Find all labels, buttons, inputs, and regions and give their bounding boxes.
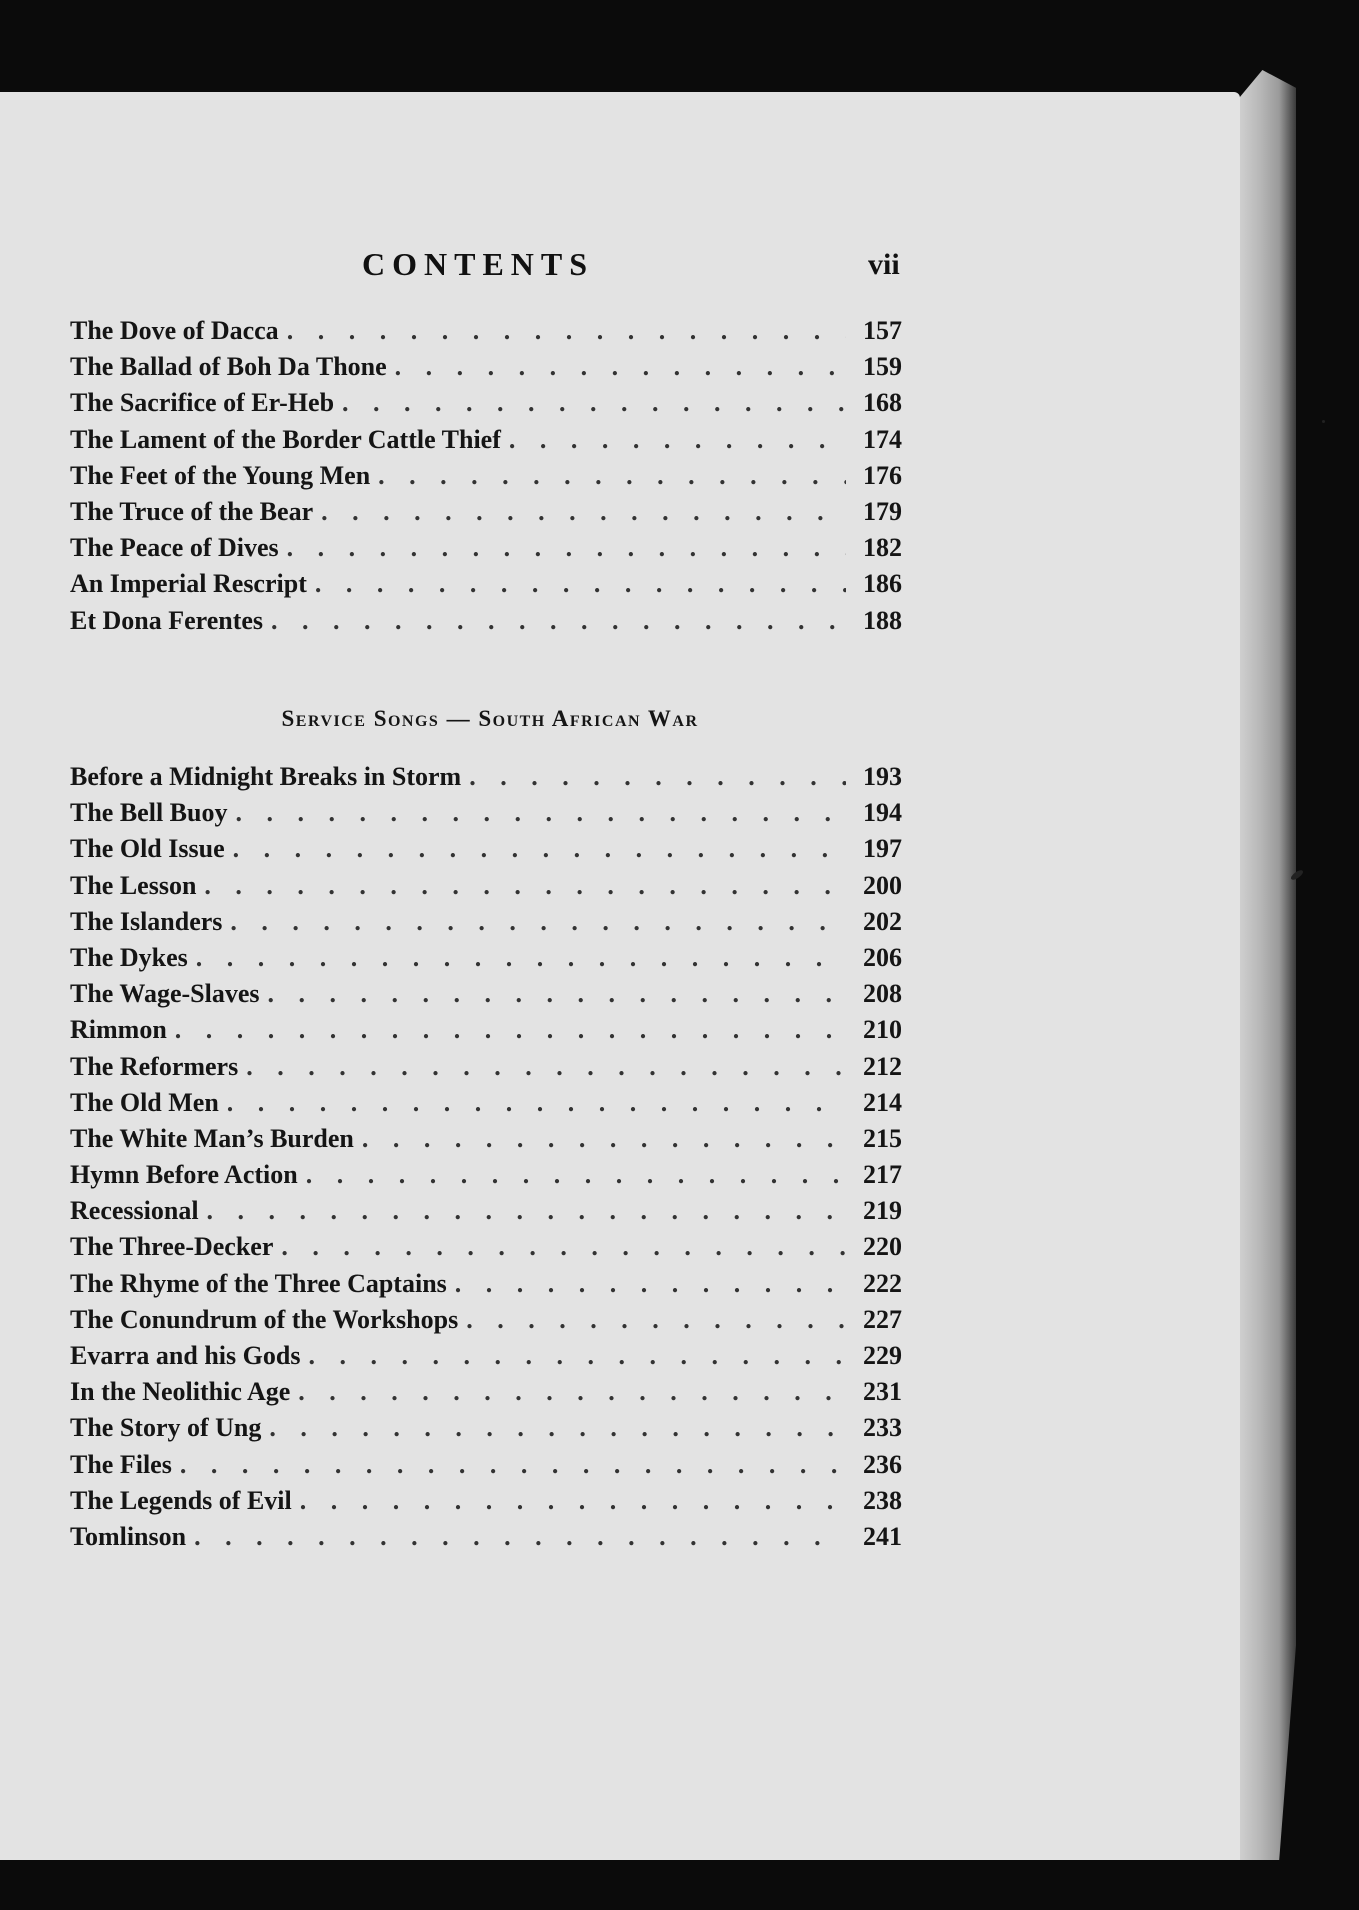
entry-title: The Wage-Slaves (70, 979, 260, 1009)
entry-page-number: 186 (863, 569, 902, 599)
dot-leader (196, 943, 846, 973)
contents-entry (70, 798, 902, 834)
entry-title: The Islanders (70, 906, 223, 936)
dot-leader (308, 1341, 846, 1371)
dot-leader (378, 461, 846, 491)
dot-leader (235, 798, 846, 828)
page-header (0, 246, 1240, 286)
entry-page-number: 174 (863, 424, 902, 454)
entry-page-number: 194 (863, 798, 902, 828)
contents-entry (70, 943, 902, 979)
entry-page-number: 176 (863, 460, 902, 490)
dot-leader (466, 1305, 846, 1335)
entry-title: The Conundrum of the Workshops (70, 1304, 459, 1334)
entry-title: The White Man’s Burden (70, 1123, 354, 1153)
contents-entry (70, 1088, 902, 1124)
contents-list (70, 316, 902, 642)
dot-leader (281, 1232, 846, 1262)
section-heading: Service Songs — South African War (281, 706, 699, 731)
entry-title: In the Neolithic Age (70, 1377, 291, 1407)
entry-page-number: 193 (863, 762, 902, 791)
dot-leader (246, 1052, 846, 1082)
contents-entry (70, 907, 902, 943)
dot-leader (271, 606, 846, 636)
dot-leader (469, 762, 846, 792)
dot-leader (342, 388, 846, 418)
entry-title: The Feet of the Young Men (70, 460, 371, 490)
contents-entry (70, 497, 902, 533)
entry-title: The Old Issue (70, 834, 225, 864)
contents-entry (70, 461, 902, 497)
dot-leader (287, 533, 846, 563)
entry-page-number: 217 (863, 1160, 902, 1190)
entry-page-number: 200 (863, 870, 902, 900)
entry-title: The Dykes (70, 942, 188, 972)
contents-entry (70, 352, 902, 388)
dot-leader (180, 1450, 846, 1480)
dot-leader (175, 1015, 846, 1045)
entry-page-number: 222 (863, 1268, 902, 1298)
contents-entry (70, 1522, 902, 1558)
entry-title: The Lesson (70, 870, 197, 900)
contents-entry (70, 762, 902, 798)
dot-leader (298, 1377, 846, 1407)
contents-entry (70, 533, 902, 569)
entry-page-number: 197 (863, 834, 902, 864)
contents-entry (70, 1341, 902, 1377)
dust-speck (1322, 420, 1325, 423)
entry-page-number: 168 (863, 388, 902, 418)
entry-title: The Three-Decker (70, 1232, 274, 1262)
dot-leader (204, 871, 846, 901)
contents-entry (70, 1196, 902, 1232)
entry-page-number: 236 (863, 1449, 902, 1479)
contents-list-service-songs (70, 762, 902, 1558)
entry-page-number: 219 (863, 1196, 902, 1226)
dot-leader (300, 1486, 846, 1516)
page-number: vii (868, 248, 900, 281)
dot-leader (227, 1088, 846, 1118)
entry-page-number: 202 (863, 906, 902, 936)
dot-leader (194, 1522, 846, 1552)
entry-title: The Bell Buoy (70, 798, 228, 828)
entry-page-number: 238 (863, 1485, 902, 1515)
contents-entry (70, 1160, 902, 1196)
dot-leader (509, 425, 846, 455)
dot-leader (306, 1160, 846, 1190)
entry-page-number: 179 (863, 496, 902, 526)
entry-page-number: 159 (863, 352, 902, 382)
contents-entry (70, 388, 902, 424)
entry-page-number: 188 (863, 605, 902, 635)
dot-leader (287, 316, 846, 346)
contents-entry (70, 1377, 902, 1413)
entry-title: Evarra and his Gods (70, 1341, 301, 1370)
page-edge (1240, 70, 1296, 1860)
entry-page-number: 227 (863, 1304, 902, 1334)
contents-entry (70, 316, 902, 352)
contents-entry (70, 834, 902, 870)
entry-page-number: 206 (863, 942, 902, 972)
entry-title: The Rhyme of the Three Captains (70, 1268, 447, 1298)
entry-title: The Peace of Dives (70, 533, 279, 563)
entry-page-number: 229 (863, 1341, 902, 1370)
entry-page-number: 182 (863, 533, 902, 563)
contents-entry (70, 606, 902, 642)
entry-page-number: 231 (863, 1377, 902, 1407)
contents-entry (70, 871, 902, 907)
entry-title: Before a Midnight Breaks in Storm (70, 762, 462, 791)
contents-entry (70, 979, 902, 1015)
dot-leader (395, 352, 846, 382)
entry-title: The Story of Ung (70, 1413, 262, 1443)
entry-page-number: 208 (863, 979, 902, 1009)
entry-title: The Legends of Evil (70, 1485, 292, 1515)
dot-leader (233, 834, 846, 864)
entry-page-number: 210 (863, 1015, 902, 1045)
contents-entry (70, 569, 902, 605)
entry-title: An Imperial Rescript (70, 569, 307, 599)
contents-entry (70, 1269, 902, 1305)
entry-page-number: 241 (863, 1521, 902, 1551)
entry-title: Rimmon (70, 1015, 167, 1045)
entry-title: The Reformers (70, 1051, 239, 1081)
contents-entry (70, 1413, 902, 1449)
entry-title: The Ballad of Boh Da Thone (70, 352, 387, 382)
dot-leader (315, 569, 846, 599)
entry-title: The Files (70, 1449, 172, 1479)
entry-page-number: 220 (863, 1232, 902, 1262)
contents-entry (70, 1015, 902, 1051)
entry-page-number: 157 (863, 316, 902, 345)
entry-title: Et Dona Ferentes (70, 605, 264, 635)
dot-leader (267, 979, 846, 1009)
entry-page-number: 233 (863, 1413, 902, 1443)
entry-title: The Lament of the Border Cattle Thief (70, 424, 501, 454)
contents-entry (70, 1232, 902, 1268)
entry-title: Recessional (70, 1196, 199, 1226)
entry-title: Hymn Before Action (70, 1160, 298, 1190)
dot-leader (207, 1196, 846, 1226)
contents-entry (70, 1486, 902, 1522)
contents-entry (70, 1450, 902, 1486)
dot-leader (269, 1413, 846, 1443)
entry-title: The Sacrifice of Er-Heb (70, 388, 335, 418)
entry-title: The Truce of the Bear (70, 496, 314, 526)
dot-leader (321, 497, 846, 527)
contents-entry (70, 425, 902, 461)
entry-page-number: 215 (863, 1123, 902, 1153)
entry-page-number: 214 (863, 1087, 902, 1117)
entry-title: The Old Men (70, 1087, 219, 1117)
entry-title: Tomlinson (70, 1521, 187, 1551)
contents-entry (70, 1052, 902, 1088)
running-title: CONTENTS (362, 246, 595, 282)
dot-leader (455, 1269, 846, 1299)
entry-title: The Dove of Dacca (70, 316, 279, 345)
contents-entry (70, 1124, 902, 1160)
contents-entry (70, 1305, 902, 1341)
dot-leader (362, 1124, 846, 1154)
dot-leader (230, 907, 846, 937)
entry-page-number: 212 (863, 1051, 902, 1081)
